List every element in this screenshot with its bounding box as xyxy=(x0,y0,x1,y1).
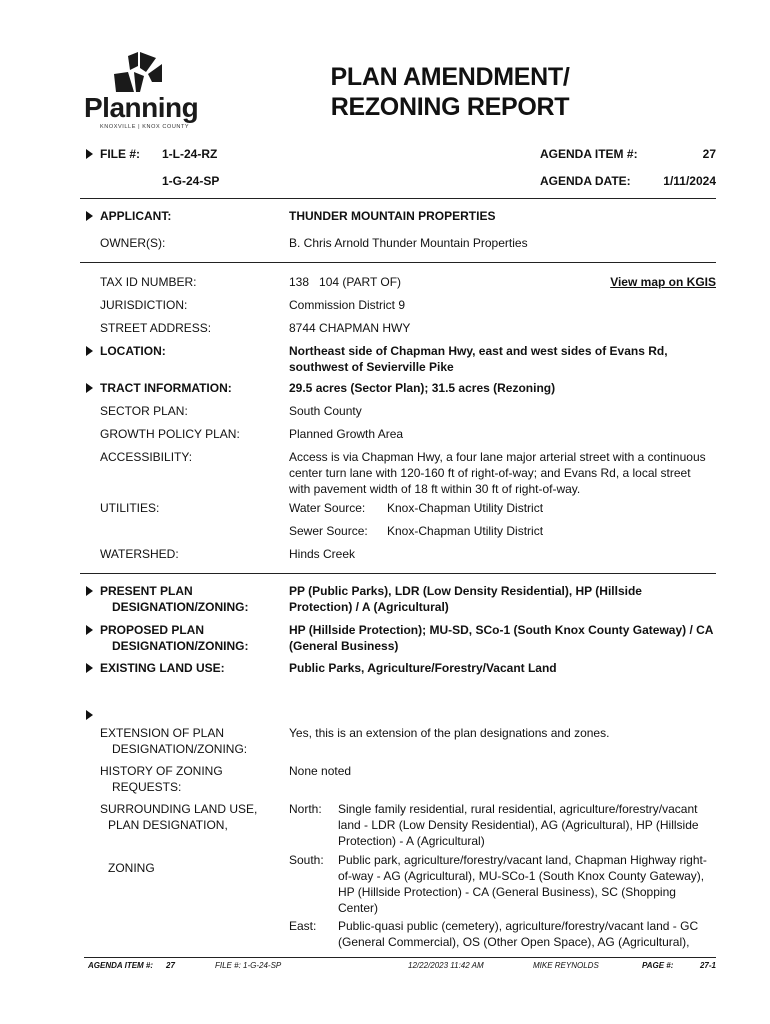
existing-land-use-value: Public Parks, Agriculture/Forestry/Vacant Land xyxy=(289,661,557,675)
history-value: None noted xyxy=(289,764,352,778)
present-plan-bullet-icon xyxy=(86,586,93,596)
proposed-plan-label xyxy=(100,622,248,654)
north-value: Single family residential, rural residential, agriculture/forestry/vacant land - LDR (Low Density Residential), AG (Agricultural), HP (Hillside Protection) - A (Agricultural) xyxy=(338,802,699,848)
footer-datetime: 12/22/2023 11:42 AM xyxy=(408,961,484,970)
street-address-value: 8744 CHAPMAN HWY xyxy=(289,321,411,335)
watershed-value: Hinds Creek xyxy=(289,547,356,561)
footer-file: FILE #: 1-G-24-SP xyxy=(215,961,282,970)
growth-policy-value: Planned Growth Area xyxy=(289,427,404,441)
applicant-value: THUNDER MOUNTAIN PROPERTIES xyxy=(289,209,496,223)
history-label xyxy=(100,763,223,795)
north-label: North: xyxy=(289,802,322,816)
history-label-line-1: HISTORY OF ZONING xyxy=(100,764,223,778)
planning-logo-icon xyxy=(112,52,164,94)
extension-label-line-1: EXTENSION OF PLAN xyxy=(100,726,225,740)
agenda-item-label: AGENDA ITEM #: xyxy=(540,147,638,161)
location-bullet-icon xyxy=(86,346,93,356)
tax-id-value: 138 104 (PART OF) xyxy=(289,275,402,289)
east-value: Public-quasi public (cemetery), agriculture/forestry/vacant land - GC (General Commercial), OS (Other Open Space), AG (Agricultural), xyxy=(338,919,699,949)
jurisdiction-label: JURISDICTION: xyxy=(100,298,188,312)
agenda-date-value: 1/11/2024 xyxy=(663,174,716,188)
file-number-1: 1-L-24-RZ xyxy=(162,147,218,161)
divider-1 xyxy=(80,198,716,199)
report-title xyxy=(290,62,610,122)
sewer-source-value: Knox-Chapman Utility District xyxy=(387,524,544,538)
proposed-plan-value: HP (Hillside Protection); MU-SD, SCo-1 (South Knox County Gateway) / CA (General Business) xyxy=(289,623,714,653)
proposed-plan-label-line-1: PROPOSED PLAN xyxy=(100,623,205,637)
title-line-1: PLAN AMENDMENT/ xyxy=(330,63,570,91)
history-label-line-2: REQUESTS: xyxy=(112,780,182,794)
footer-page-value: 27-1 xyxy=(699,961,716,970)
zoning-label: ZONING xyxy=(108,861,155,875)
extension-label-line-2: DESIGNATION/ZONING: xyxy=(112,742,248,756)
surrounding-label-line-1: SURROUNDING LAND USE, xyxy=(100,802,258,816)
extension-value: Yes, this is an extension of the plan designations and zones. xyxy=(289,726,610,740)
water-source-label: Water Source: xyxy=(289,501,366,515)
present-plan-label-line-2: DESIGNATION/ZONING: xyxy=(112,600,249,614)
file-bullet-icon xyxy=(86,149,93,159)
existing-land-use-bullet-icon xyxy=(86,663,93,673)
south-label: South: xyxy=(289,853,324,867)
surrounding-label xyxy=(100,801,257,833)
surrounding-label-line-2: PLAN DESIGNATION, xyxy=(108,818,228,832)
present-plan-label xyxy=(100,583,248,615)
street-address-label: STREET ADDRESS: xyxy=(100,321,212,335)
accessibility-label: ACCESSIBILITY: xyxy=(100,450,193,464)
applicant-label: APPLICANT: xyxy=(100,209,172,223)
agenda-date-label: AGENDA DATE: xyxy=(540,174,631,188)
owner-label: OWNER(S): xyxy=(100,236,166,250)
water-source-value: Knox-Chapman Utility District xyxy=(387,501,544,515)
extension-label xyxy=(100,725,247,757)
kgis-map-link[interactable]: View map on KGIS xyxy=(610,275,716,289)
present-plan-label-line-1: PRESENT PLAN xyxy=(100,584,193,598)
logo-wordmark: Planning xyxy=(84,92,199,123)
footer-agenda-value: 27 xyxy=(166,961,175,970)
location-value: Northeast side of Chapman Hwy, east and west sides of Evans Rd, southwest of Sevierville Pike xyxy=(289,344,668,374)
agenda-item-value: 27 xyxy=(702,147,716,161)
owner-value: B. Chris Arnold Thunder Mountain Properties xyxy=(289,236,528,250)
footer-author: MIKE REYNOLDS xyxy=(533,961,599,970)
growth-policy-label: GROWTH POLICY PLAN: xyxy=(100,427,240,441)
footer-divider xyxy=(84,957,716,958)
applicant-bullet-icon xyxy=(86,211,93,221)
proposed-plan-label-line-2: DESIGNATION/ZONING: xyxy=(112,639,249,653)
sector-plan-value: South County xyxy=(289,404,362,418)
existing-land-use-label: EXISTING LAND USE: xyxy=(100,661,225,675)
sector-plan-label: SECTOR PLAN: xyxy=(100,404,188,418)
east-label: East: xyxy=(289,919,317,933)
proposed-plan-bullet-icon xyxy=(86,625,93,635)
present-plan-value: PP (Public Parks), LDR (Low Density Residential), HP (Hillside Protection) / A (Agricultural) xyxy=(289,584,642,614)
divider-2 xyxy=(80,262,716,263)
location-label: LOCATION: xyxy=(100,344,166,358)
accessibility-value: Access is via Chapman Hwy, a four lane major arterial street with a continuous center turn lane with 120-160 ft of right-of-way; and Evans Rd, a local street with pavement width of 18 ft within 30 ft of right-of-way. xyxy=(289,450,706,496)
tax-id-label: TAX ID NUMBER: xyxy=(100,275,197,289)
logo-subtitle: KNOXVILLE | KNOX COUNTY xyxy=(100,124,190,130)
footer-page-label: PAGE #: xyxy=(642,961,674,970)
blank-bullet-icon xyxy=(86,710,93,720)
tract-label: TRACT INFORMATION: xyxy=(100,381,232,395)
watershed-label: WATERSHED: xyxy=(100,547,179,561)
title-line-2: REZONING REPORT xyxy=(330,93,570,121)
divider-3 xyxy=(80,573,716,574)
utilities-label: UTILITIES: xyxy=(100,501,160,515)
south-value: Public park, agriculture/forestry/vacant land, Chapman Highway right-of-way - AG (Agricultural), MU-SCo-1 (South Knox County Gateway), HP (Hillside Protection) - CA (General Business), SC (Shopping Center) xyxy=(338,853,707,915)
tract-value: 29.5 acres (Sector Plan); 31.5 acres (Rezoning) xyxy=(289,381,556,395)
jurisdiction-value: Commission District 9 xyxy=(289,298,406,312)
file-label: FILE #: xyxy=(100,147,141,161)
footer-agenda-label: AGENDA ITEM #: xyxy=(88,961,154,970)
sewer-source-label: Sewer Source: xyxy=(289,524,368,538)
file-number-2: 1-G-24-SP xyxy=(162,174,220,188)
tract-bullet-icon xyxy=(86,383,93,393)
